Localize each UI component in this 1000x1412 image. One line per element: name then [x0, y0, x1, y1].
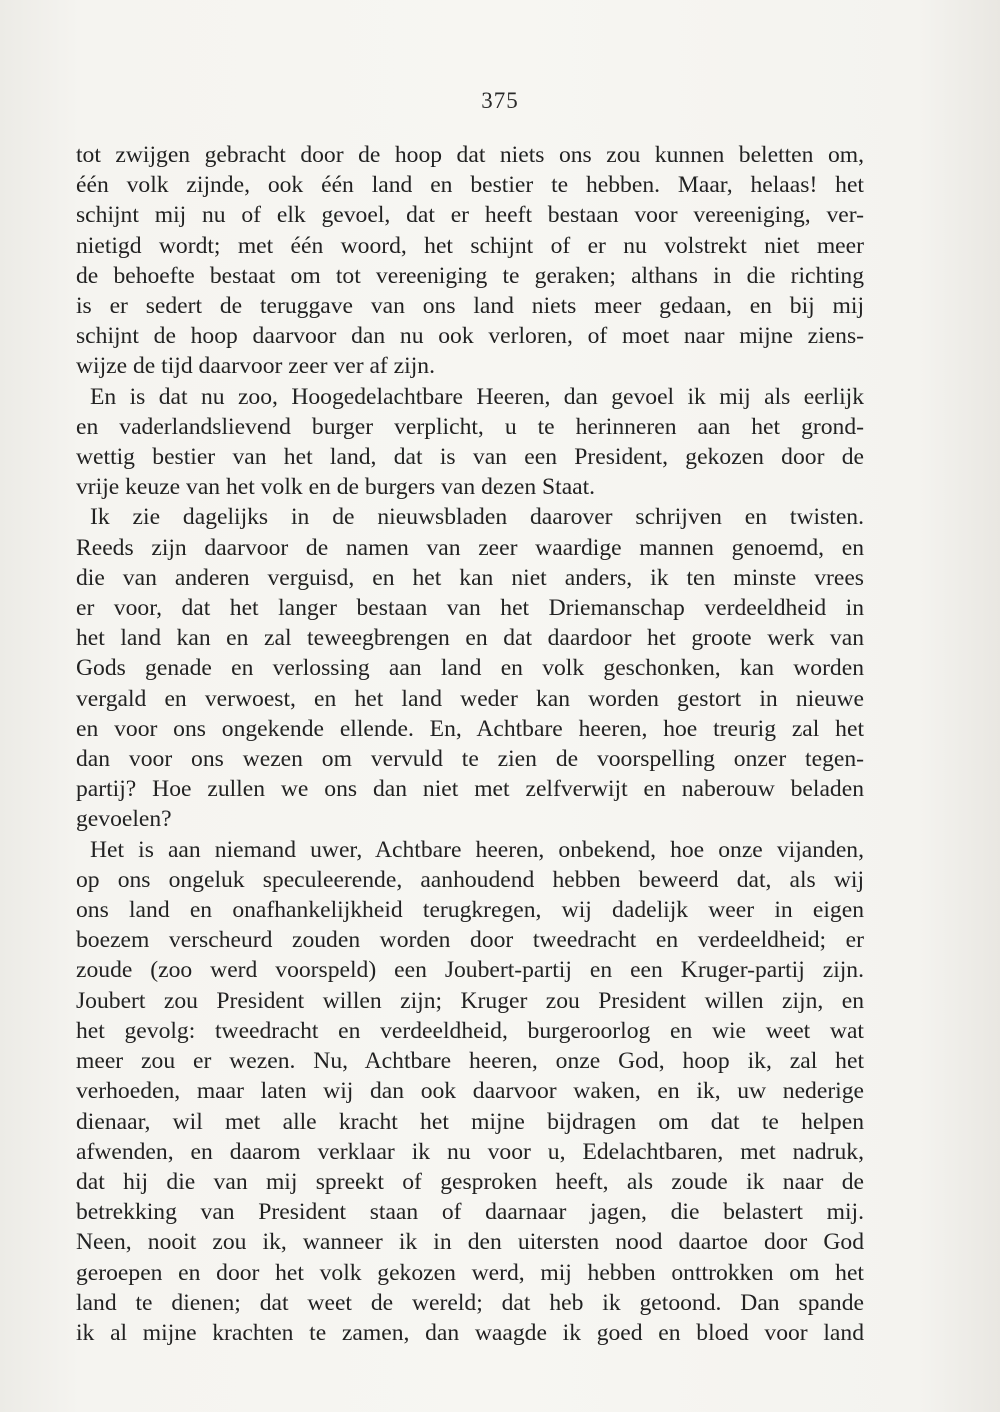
text-line: is er sedert de teruggave van ons land niets meer gedaan, en bij mij [76, 293, 864, 320]
text-line: dienaar, wil met alle kracht het mijne bijdragen om dat te helpen [76, 1108, 864, 1135]
text-line: Neen, nooit zou ik, wanneer ik in den uitersten nood daartoe door God [76, 1229, 864, 1256]
text-line: er voor, dat het langer bestaan van het Driemanschap verdeeldheid in [76, 595, 864, 622]
text-line: Reeds zijn daarvoor de namen van zeer waardige mannen genoemd, en [76, 534, 864, 561]
text-line: meer zou er wezen. Nu, Achtbare heeren, onze God, hoop ik, zal het [76, 1048, 864, 1075]
text-line: betrekking van President staan of daarnaar jagen, die belastert mij. [76, 1199, 864, 1226]
text-line: ons land en onafhankelijkheid terugkregen, wij dadelijk weer in eigen [76, 897, 864, 924]
text-line: Gods genade en verlossing aan land en volk geschonken, kan worden [76, 655, 864, 682]
text-line: partij? Hoe zullen we ons dan niet met zelfverwijt en naberouw beladen [76, 776, 864, 803]
text-line: wettig bestier van het land, dat is van een President, gekozen door de [76, 444, 864, 471]
text-line: schijnt mij nu of elk gevoel, dat er heeft bestaan voor vereeniging, ver- [76, 202, 864, 229]
text-line: wijze de tijd daarvoor zeer ver af zijn. [76, 353, 435, 380]
text-line: Joubert zou President willen zijn; Kruger zou President willen zijn, en [76, 987, 864, 1014]
text-line: verhoeden, maar laten wij dan ook daarvoor waken, en ik, uw nederige [76, 1078, 864, 1105]
text-line: op ons ongeluk speculeerende, aanhoudend hebben beweerd dat, als wij [76, 866, 864, 893]
text-line: Ik zie dagelijks in de nieuwsbladen daarover schrijven en twisten. [90, 504, 864, 531]
text-line: tot zwijgen gebracht door de hoop dat niets ons zou kunnen beletten om, [76, 142, 864, 168]
text-line: dan voor ons wezen om vervuld te zien de voorspelling onzer tegen- [76, 746, 864, 773]
text-line: zoude (zoo werd voorspeld) een Joubert-partij en een Kruger-partij zijn. [76, 957, 864, 984]
text-line: schijnt de hoop daarvoor dan nu ook verloren, of moet naar mijne ziens- [76, 323, 864, 350]
body-text [76, 140, 864, 1348]
text-line: En is dat nu zoo, Hoogedelachtbare Heeren, dan gevoel ik mij als eerlijk [90, 383, 864, 410]
text-line: land te dienen; dat weet de wereld; dat heb ik getoond. Dan spande [76, 1289, 864, 1316]
text-line: gevoelen? [76, 806, 172, 833]
text-line: ik al mijne krachten te zamen, dan waagde ik goed en bloed voor land [76, 1319, 864, 1346]
text-line: die van anderen verguisd, en het kan niet anders, ik ten minste vrees [76, 564, 864, 591]
text-line: de behoefte bestaat om tot vereeniging te geraken; althans in die richting [76, 262, 864, 289]
text-line: afwenden, en daarom verklaar ik nu voor u, Edelachtbaren, met nadruk, [76, 1138, 864, 1165]
text-line: het gevolg: tweedracht en verdeeldheid, burgeroorlog en wie weet wat [76, 1017, 864, 1044]
text-line: boezem verscheurd zouden worden door tweedracht en verdeeldheid; er [76, 927, 864, 954]
text-line: vrije keuze van het volk en de burgers van dezen Staat. [76, 474, 596, 501]
text-line: nietigd wordt; met één woord, het schijnt of er nu volstrekt niet meer [76, 232, 864, 259]
text-line: Het is aan niemand uwer, Achtbare heeren, onbekend, hoe onze vijanden, [90, 836, 864, 863]
text-line: dat hij die van mij spreekt of gesproken heeft, als zoude ik naar de [76, 1168, 864, 1195]
text-line: geroepen en door het volk gekozen werd, mij hebben onttrokken om het [76, 1259, 864, 1286]
text-line: en voor ons ongekende ellende. En, Achtbare heeren, hoe treurig zal het [76, 715, 864, 742]
text-line: het land kan en zal teweegbrengen en dat daardoor het groote werk van [76, 625, 864, 652]
text-line: één volk zijnde, ook één land en bestier te hebben. Maar, helaas! het [76, 172, 864, 199]
text-line: vergald en verwoest, en het land weder kan worden gestort in nieuwe [76, 685, 864, 712]
text-line: en vaderlandslievend burger verplicht, u te herinneren aan het grond- [76, 413, 864, 440]
page-number: 375 [481, 88, 519, 113]
